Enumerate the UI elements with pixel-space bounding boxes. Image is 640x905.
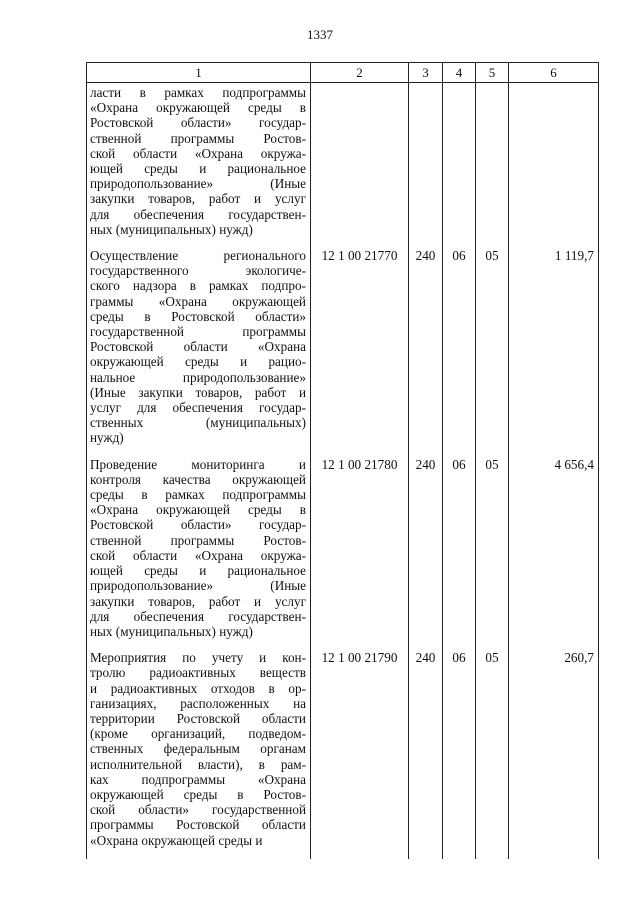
- description-line: ственной программы Ростов-: [90, 532, 306, 548]
- subsection-code: 05: [476, 248, 509, 457]
- col-header-2: 2: [311, 63, 409, 83]
- expense-type-code: 240: [409, 248, 443, 457]
- row-description: [87, 248, 311, 457]
- description-line: исполнительной власти), в рам-: [90, 756, 306, 772]
- description-line: закупки товаров, работ и услуг: [90, 191, 306, 207]
- col-header-6: 6: [509, 63, 599, 83]
- description-line: ных (муниципальных) нужд): [90, 623, 253, 639]
- table-row: [87, 248, 599, 457]
- description-line: ственных федеральным органам: [90, 741, 306, 757]
- description-line: граммы «Охрана окружающей: [90, 293, 306, 309]
- section-code: 06: [443, 650, 476, 859]
- description-line: программы Ростовской области: [90, 817, 306, 833]
- col-header-3: 3: [409, 63, 443, 83]
- target-article-code: 12 1 00 21790: [311, 650, 409, 859]
- description-line: природопользование» (Иные: [90, 578, 306, 594]
- description-line: тролю радиоактивных веществ: [90, 665, 306, 681]
- description-line: «Охрана окружающей среды в: [90, 502, 306, 518]
- table-row: [87, 650, 599, 859]
- description-line: ласти в рамках подпрограммы: [90, 85, 306, 100]
- amount-value: 1 119,7: [509, 248, 599, 457]
- subsection-code: [476, 83, 509, 249]
- row-description: [87, 83, 311, 249]
- col-header-4: 4: [443, 63, 476, 83]
- target-article-code: 12 1 00 21770: [311, 248, 409, 457]
- description-line: государственного экологиче-: [90, 263, 306, 279]
- section-code: 06: [443, 457, 476, 650]
- description-line: территории Ростовской области: [90, 710, 306, 726]
- description-line: ского надзора в рамках подпро-: [90, 278, 306, 294]
- page-number: 1337: [307, 27, 333, 42]
- description-line: ках подпрограммы «Охрана: [90, 771, 306, 787]
- description-line: контроля качества окружающей: [90, 471, 306, 487]
- description-line: «Охрана окружающей среды в: [90, 100, 306, 116]
- col-header-5: 5: [476, 63, 509, 83]
- description-line: государственной программы: [90, 324, 306, 340]
- description-line: (кроме организаций, подведом-: [90, 726, 306, 742]
- description-line: Мероприятия по учету и кон-: [90, 650, 306, 666]
- description-line: природопользование» (Иные: [90, 176, 306, 192]
- description-line: ственных (муниципальных): [90, 415, 306, 431]
- target-article-code: [311, 83, 409, 249]
- description-line: «Охрана окружающей среды и: [90, 832, 263, 848]
- table-row: [87, 457, 599, 650]
- expense-type-code: 240: [409, 457, 443, 650]
- description-line: для обеспечения государствен-: [90, 206, 306, 222]
- description-line: окружающей среды и рацио-: [90, 354, 306, 370]
- row-description: [87, 457, 311, 650]
- description-line: ственной программы Ростов-: [90, 130, 306, 146]
- description-line: Проведение мониторинга и: [90, 456, 306, 472]
- section-code: [443, 83, 476, 249]
- description-line: ных (муниципальных) нужд): [90, 221, 253, 237]
- expense-type-code: 240: [409, 650, 443, 859]
- description-line: нужд): [90, 430, 124, 446]
- description-line: ганизациях, расположенных на: [90, 695, 306, 711]
- description-line: закупки товаров, работ и услуг: [90, 593, 306, 609]
- description-line: Ростовской области «Охрана: [90, 339, 306, 355]
- row-description: [87, 650, 311, 859]
- table-row: [87, 83, 599, 249]
- amount-value: [509, 83, 599, 249]
- description-line: ющей среды и рациональное: [90, 563, 306, 579]
- description-line: и радиоактивных отходов в ор-: [90, 680, 306, 696]
- subsection-code: 05: [476, 650, 509, 859]
- amount-value: 4 656,4: [509, 457, 599, 650]
- expense-type-code: [409, 83, 443, 249]
- description-line: ской области» государственной: [90, 802, 306, 818]
- subsection-code: 05: [476, 457, 509, 650]
- description-line: Осуществление регионального: [90, 248, 306, 264]
- target-article-code: 12 1 00 21780: [311, 457, 409, 650]
- description-line: ющей среды и рациональное: [90, 161, 306, 177]
- description-line: окружающей среды в Ростов-: [90, 786, 306, 802]
- description-line: (Иные закупки товаров, работ и: [90, 384, 306, 400]
- budget-table: [86, 62, 599, 859]
- description-line: среды в рамках подпрограммы: [90, 487, 306, 503]
- description-line: среды в Ростовской области»: [90, 308, 306, 324]
- description-line: нальное природопользование»: [90, 369, 306, 385]
- amount-value: 260,7: [509, 650, 599, 859]
- description-line: для обеспечения государствен-: [90, 608, 306, 624]
- description-line: ской области «Охрана окружа-: [90, 547, 306, 563]
- col-header-1: 1: [87, 63, 311, 83]
- description-line: Ростовской области» государ-: [90, 517, 306, 533]
- section-code: 06: [443, 248, 476, 457]
- description-line: услуг для обеспечения государ-: [90, 400, 306, 416]
- description-line: ской области «Охрана окружа-: [90, 145, 306, 161]
- description-line: Ростовской области» государ-: [90, 115, 306, 131]
- column-number-row: [87, 63, 599, 83]
